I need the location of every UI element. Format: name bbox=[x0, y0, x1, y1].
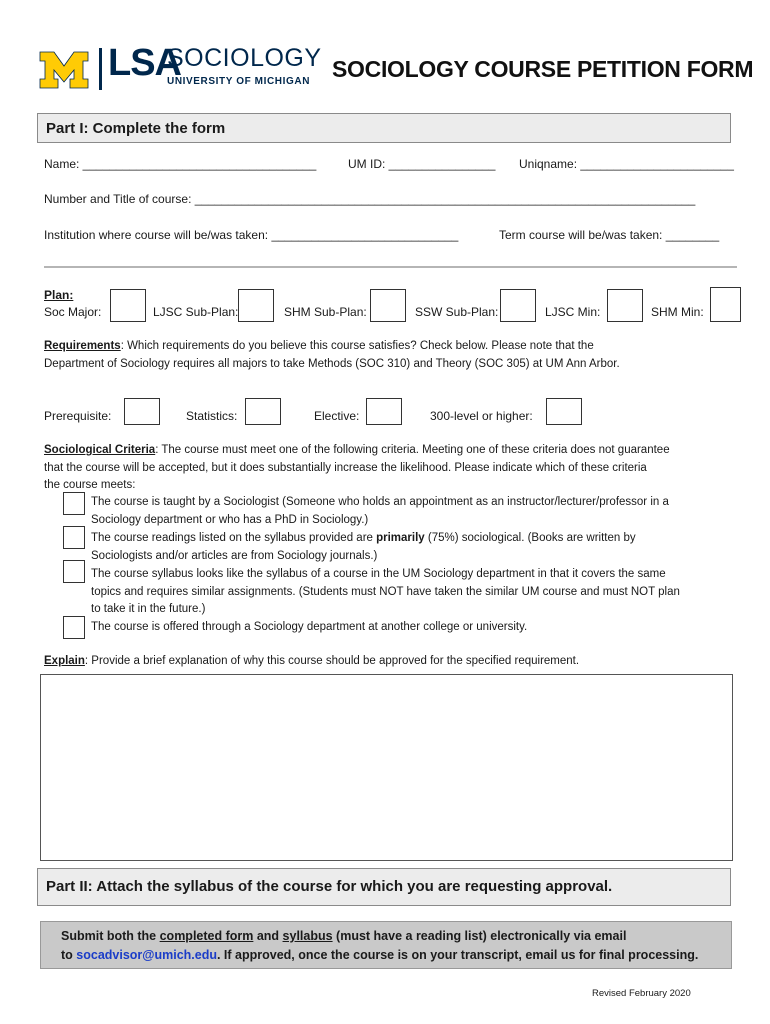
submit-completed-form: completed form bbox=[159, 929, 254, 943]
plan-shm-minor-checkbox[interactable] bbox=[710, 287, 741, 322]
criteria-3-line3: to take it in the future.) bbox=[91, 603, 206, 615]
criteria-2-line1-a: The course readings listed on the syllabus provided are bbox=[91, 532, 377, 544]
explain-text: : Provide a brief explanation of why this course should be approved for the specified requirement. bbox=[84, 655, 580, 667]
criteria-2-bold-word: primarily bbox=[376, 532, 425, 544]
course-title-field[interactable]: Number and Title of course: ___________________________________________________________________________ bbox=[44, 192, 696, 206]
req-prerequisite-checkbox[interactable] bbox=[124, 398, 160, 425]
criteria-intro-line3: the course meets: bbox=[44, 479, 136, 491]
plan-option-ssw-subplan-label: SSW Sub-Plan: bbox=[415, 305, 499, 319]
criteria-2-checkbox[interactable] bbox=[63, 526, 85, 549]
term-field[interactable]: Term course will be/was taken: ________ bbox=[499, 228, 720, 242]
part2-heading bbox=[37, 868, 731, 906]
umid-field[interactable]: UM ID: ________________ bbox=[348, 157, 496, 171]
plan-option-ljsc-minor-label: LJSC Min: bbox=[545, 305, 601, 319]
criteria-intro-line1: : The course must meet one of the following criteria. Meeting one of these criteria does not guarantee bbox=[155, 444, 670, 456]
criteria-3-checkbox[interactable] bbox=[63, 560, 85, 583]
criteria-1-line1: The course is taught by a Sociologist (Someone who holds an appointment as an instructor/lecturer/professor in a bbox=[91, 496, 669, 508]
req-300-level-label: 300-level or higher: bbox=[430, 409, 533, 423]
submit-instructions bbox=[40, 921, 732, 969]
logo-department-text: SOCIOLOGY bbox=[167, 44, 322, 72]
submit-text-7: . If approved, once the course is on your transcript, email us for final processing. bbox=[216, 948, 699, 962]
logo-divider bbox=[99, 48, 102, 90]
criteria-4-checkbox[interactable] bbox=[63, 616, 85, 639]
explain-prompt bbox=[44, 653, 744, 671]
plan-option-shm-subplan-label: SHM Sub-Plan: bbox=[284, 305, 367, 319]
name-field[interactable]: Name: ___________________________________ bbox=[44, 157, 317, 171]
submit-text-3: and bbox=[253, 929, 283, 943]
criteria-2-line1-b: (75%) sociological. (Books are written by bbox=[424, 532, 636, 544]
requirements-text bbox=[44, 338, 744, 373]
criteria-intro-line2: that the course will be accepted, but it does substantially increase the likelihood. Please indicate which of these criteria bbox=[44, 461, 647, 474]
criteria-2-text bbox=[91, 530, 741, 565]
plan-option-ljsc-subplan-label: LJSC Sub-Plan: bbox=[153, 305, 239, 319]
form-title: SOCIOLOGY COURSE PETITION FORM bbox=[332, 56, 754, 82]
criteria-3-text bbox=[91, 566, 746, 619]
requirements-heading: Requirements bbox=[44, 340, 121, 352]
criteria-1-line2: Sociology department or who has a PhD in Sociology.) bbox=[91, 513, 369, 526]
submit-text-1: Submit both the bbox=[61, 929, 160, 943]
criteria-1-text bbox=[91, 494, 741, 529]
plan-ljsc-subplan-checkbox[interactable] bbox=[238, 289, 274, 322]
logo-university-text: UNIVERSITY OF MICHIGAN bbox=[167, 76, 311, 87]
revised-date: Revised February 2020 bbox=[592, 988, 691, 999]
requirements-line1: : Which requirements do you believe this course satisfies? Check below. Please note that the bbox=[120, 340, 594, 352]
criteria-3-line2: topics and requires similar assignments. (Students must NOT have taken the similar UM course and must NOT plan bbox=[91, 585, 680, 598]
plan-option-soc-major-label: Soc Major: bbox=[44, 305, 102, 319]
part1-heading-text: Part I: Complete the form bbox=[46, 120, 226, 137]
submit-text-5: (must have a reading list) electronically via email bbox=[332, 929, 627, 943]
logo-lsa-text: LSA bbox=[108, 42, 181, 84]
plan-ljsc-minor-checkbox[interactable] bbox=[607, 289, 643, 322]
section-divider bbox=[44, 266, 737, 268]
part2-heading-text: Part II: Attach the syllabus of the course for which you are requesting approval. bbox=[46, 878, 613, 895]
requirements-line2: Department of Sociology requires all majors to take Methods (SOC 310) and Theory (SOC 305) at UM Ann Arbor. bbox=[44, 357, 620, 370]
req-elective-label: Elective: bbox=[314, 409, 360, 423]
submit-syllabus: syllabus bbox=[282, 929, 333, 943]
submit-text-6: to bbox=[61, 948, 77, 962]
req-elective-checkbox[interactable] bbox=[366, 398, 402, 425]
req-300-level-checkbox[interactable] bbox=[546, 398, 582, 425]
institution-field[interactable]: Institution where course will be/was taken: ____________________________ bbox=[44, 228, 459, 242]
criteria-heading: Sociological Criteria bbox=[44, 444, 156, 456]
uniqname-field[interactable]: Uniqname: _______________________ bbox=[519, 157, 734, 171]
plan-heading: Plan: bbox=[44, 288, 74, 302]
socadvisor-email-link[interactable]: socadvisor@umich.edu bbox=[76, 948, 217, 962]
criteria-4-text: The course is offered through a Sociology department at another college or university. bbox=[91, 621, 528, 633]
req-statistics-label: Statistics: bbox=[186, 409, 238, 423]
plan-soc-major-checkbox[interactable] bbox=[110, 289, 146, 322]
explain-heading: Explain bbox=[44, 655, 85, 667]
block-m-logo-icon bbox=[38, 50, 90, 90]
criteria-3-line1: The course syllabus looks like the syllabus of a course in the UM Sociology department in that it covers the same bbox=[91, 568, 666, 580]
criteria-intro bbox=[44, 442, 744, 495]
plan-option-shm-minor-label: SHM Min: bbox=[651, 305, 704, 319]
plan-ssw-subplan-checkbox[interactable] bbox=[500, 289, 536, 322]
criteria-1-checkbox[interactable] bbox=[63, 492, 85, 515]
criteria-2-line2: Sociologists and/or articles are from Sociology journals.) bbox=[91, 549, 378, 562]
req-statistics-checkbox[interactable] bbox=[245, 398, 281, 425]
explanation-textarea[interactable] bbox=[40, 674, 733, 861]
part1-heading bbox=[37, 113, 731, 143]
req-prerequisite-label: Prerequisite: bbox=[44, 409, 112, 423]
plan-shm-subplan-checkbox[interactable] bbox=[370, 289, 406, 322]
